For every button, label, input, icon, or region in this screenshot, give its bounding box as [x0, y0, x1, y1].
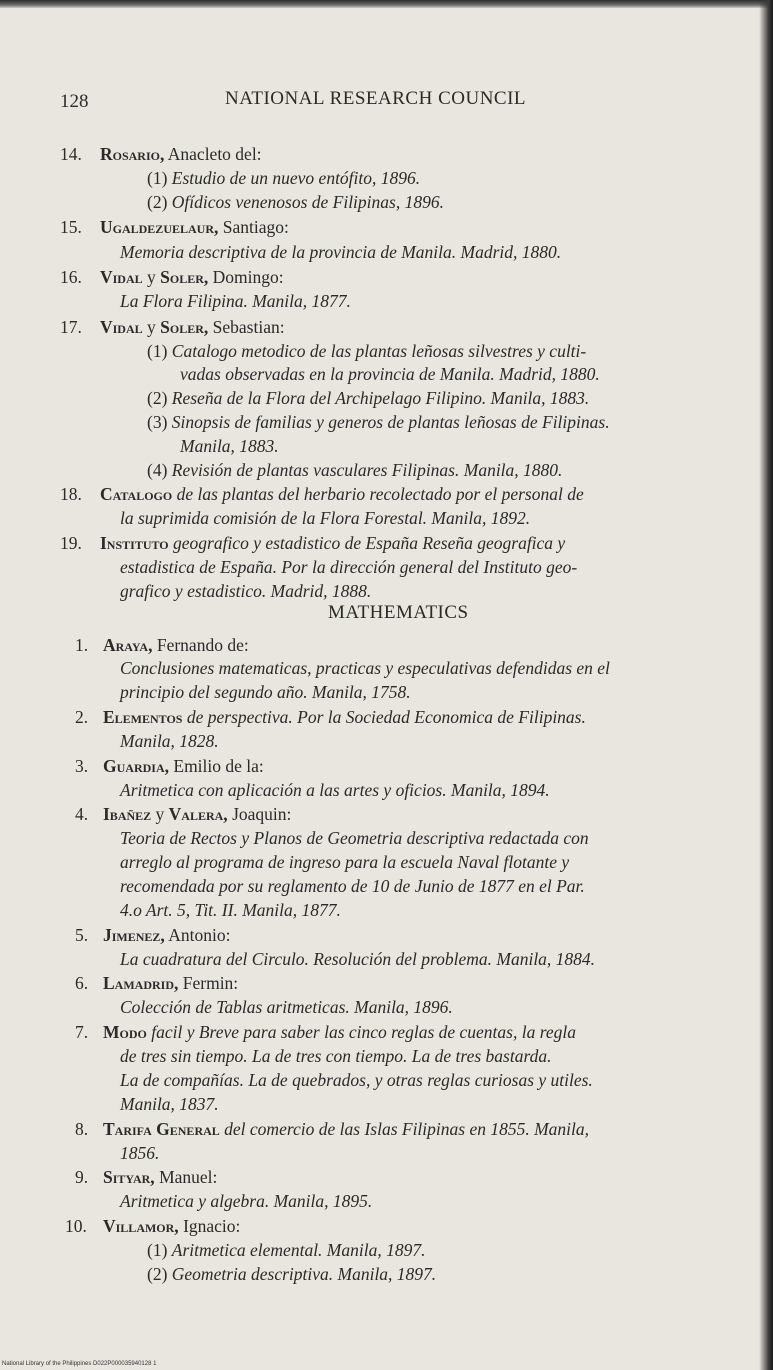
- entry-number: 10.: [65, 1216, 87, 1236]
- entry-number: 8.: [75, 1119, 89, 1139]
- entry-heading: Instituto geografico y estadistico de España Reseña geografica y: [100, 533, 566, 553]
- entry-number: 2.: [75, 707, 89, 727]
- entry-heading: Villamor, Ignacio:: [103, 1216, 241, 1236]
- entry-heading: Rosario, Anacleto del:: [100, 144, 262, 164]
- entry-heading: Modo facil y Breve para saber las cinco reglas de cuentas, la regla: [103, 1022, 577, 1042]
- entry-number: 17.: [60, 317, 82, 337]
- entry-line: La Flora Filipina. Manila, 1877.: [120, 291, 351, 311]
- entry-line: Aritmetica y algebra. Manila, 1895.: [120, 1191, 373, 1211]
- entry-number: 4.: [75, 804, 89, 824]
- entry-number: 6.: [75, 973, 89, 993]
- entry-heading: Sityar, Manuel:: [103, 1167, 218, 1187]
- entry-line: grafico y estadistico. Madrid, 1888.: [120, 581, 372, 601]
- entry-number: 14.: [60, 144, 82, 164]
- entry-line: Manila, 1828.: [120, 731, 219, 751]
- work-line: (1) Aritmetica elemental. Manila, 1897.: [147, 1240, 426, 1260]
- scan-footer: National Library of the Philippines D022P000035940128 1: [2, 1361, 157, 1367]
- entry-number: 7.: [75, 1022, 89, 1042]
- entry-heading: Lamadrid, Fermin:: [103, 973, 239, 993]
- entry-line: Aritmetica con aplicación a las artes y oficios. Manila, 1894.: [120, 780, 550, 800]
- entry-number: 5.: [75, 925, 89, 945]
- work-line: (2) Geometria descriptiva. Manila, 1897.: [147, 1264, 437, 1284]
- entry-line: La de compañías. La de quebrados, y otras reglas curiosas y utiles.: [120, 1070, 593, 1090]
- work-line-cont: Manila, 1883.: [180, 436, 279, 456]
- entry-line: estadistica de España. Por la dirección general del Instituto geo-: [120, 557, 578, 577]
- work-line: (1) Catalogo metodico de las plantas leñosas silvestres y culti-: [147, 341, 587, 361]
- entry-heading: Ugaldezuelaur, Santiago:: [100, 217, 289, 237]
- entry-number: 19.: [60, 533, 82, 553]
- entry-line: 1856.: [120, 1143, 160, 1163]
- work-line: (4) Revisión de plantas vasculares Filipinas. Manila, 1880.: [147, 460, 563, 480]
- entry-number: 3.: [75, 756, 89, 776]
- entry-number: 18.: [60, 484, 82, 504]
- section-heading: MATHEMATICS: [328, 602, 469, 623]
- entry-number: 15.: [60, 217, 82, 237]
- entry-heading: Ibañez y Valera, Joaquin:: [103, 804, 292, 824]
- entry-number: 1.: [75, 635, 89, 655]
- page-number: 128: [60, 91, 89, 112]
- work-line: (1) Estudio de un nuevo entófito, 1896.: [147, 168, 421, 188]
- work-line-cont: vadas observadas en la provincia de Manila. Madrid, 1880.: [180, 364, 600, 384]
- entry-heading: Guardia, Emilio de la:: [103, 756, 264, 776]
- entry-heading: Tarifa General del comercio de las Islas Filipinas en 1855. Manila,: [103, 1119, 590, 1139]
- entry-line: arreglo al programa de ingreso para la escuela Naval flotante y: [120, 852, 570, 872]
- entry-line: Memoria descriptiva de la provincia de Manila. Madrid, 1880.: [120, 242, 562, 262]
- author-name: Rosario,: [100, 144, 165, 164]
- work-line: (3) Sinopsis de familias y generos de plantas leñosas de Filipinas.: [147, 412, 610, 432]
- entry-line: La cuadratura del Circulo. Resolución del problema. Manila, 1884.: [120, 949, 596, 969]
- entry-line: Teoria de Rectos y Planos de Geometria descriptiva redactada con: [120, 828, 589, 848]
- entry-heading: Elementos de perspectiva. Por la Sociedad Economica de Filipinas.: [103, 707, 586, 727]
- work-line: (2) Ofídicos venenosos de Filipinas, 1896.: [147, 192, 444, 212]
- entry-line: la suprimida comisión de la Flora Forestal. Manila, 1892.: [120, 508, 531, 528]
- entry-line: de tres sin tiempo. La de tres con tiempo. La de tres bastarda.: [120, 1046, 552, 1066]
- entry-heading: Vidal y Soler, Sebastian:: [100, 317, 285, 337]
- entry-line: Conclusiones matematicas, practicas y especulativas defendidas en el: [120, 658, 610, 678]
- entry-line: Colección de Tablas aritmeticas. Manila, 1896.: [120, 997, 453, 1017]
- entry-line: Manila, 1837.: [120, 1094, 219, 1114]
- running-header: NATIONAL RESEARCH COUNCIL: [225, 88, 527, 109]
- entry-line: recomendada por su reglamento de 10 de Junio de 1877 en el Par.: [120, 876, 585, 896]
- entry-number: 9.: [75, 1167, 89, 1187]
- entry-heading: Catalogo de las plantas del herbario recolectado por el personal de: [100, 484, 584, 504]
- entry-heading: Araya, Fernando de:: [103, 635, 249, 655]
- entry-heading: Vidal y Soler, Domingo:: [100, 267, 284, 287]
- entry-heading: Jimenez, Antonio:: [103, 925, 231, 945]
- work-line: (2) Reseña de la Flora del Archipelago Filipino. Manila, 1883.: [147, 388, 590, 408]
- entry-line: 4.o Art. 5, Tit. II. Manila, 1877.: [120, 900, 341, 920]
- entry-line: principio del segundo año. Manila, 1758.: [120, 682, 411, 702]
- entry-number: 16.: [60, 267, 82, 287]
